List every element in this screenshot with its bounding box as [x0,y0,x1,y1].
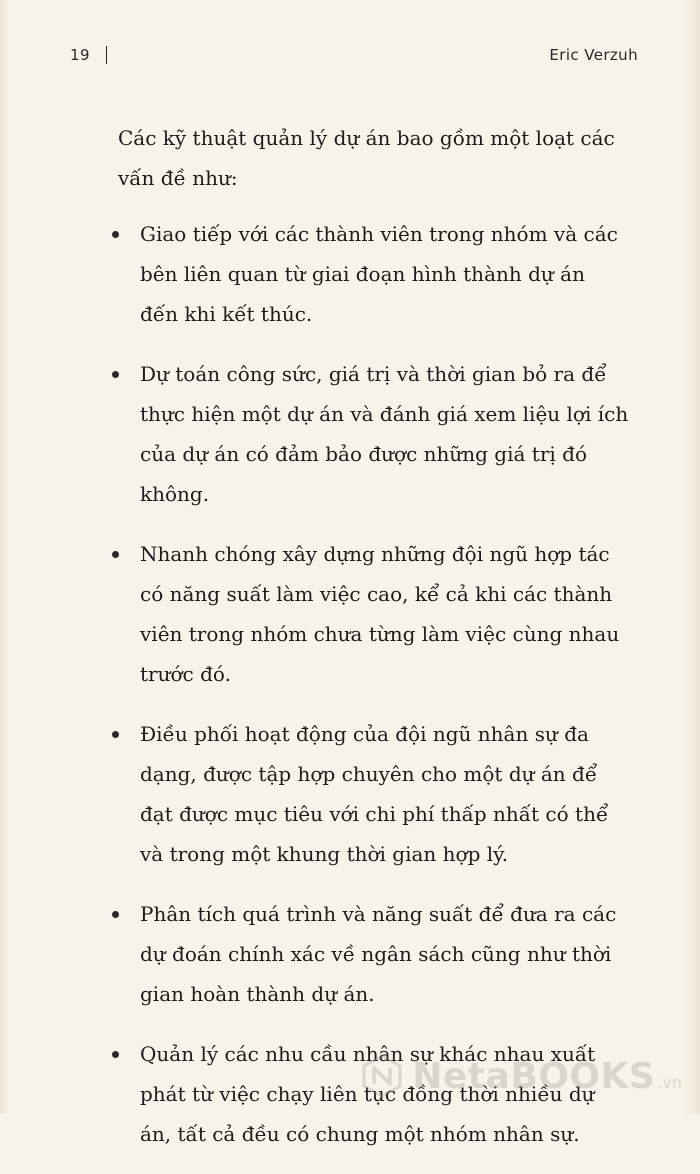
bullet-text: Dự toán công sức, giá trị và thời gian bỏ ra để thực hiện một dự án và đánh giá xem liệu lợi ích của dự án có đảm bảo được những giá trị đó không. [140,362,629,506]
bullet-icon [112,551,119,558]
header-divider [106,46,107,64]
bullet-icon [112,231,119,238]
bullet-icon [112,1051,119,1058]
page-right-edge [682,0,700,1114]
bullet-text: Quản lý các nhu cầu nhân sự khác nhau xuất phát từ việc chạy liên tục đồng thời nhiều dự án, tất cả đều có chung một nhóm nhân sự. [140,1042,596,1146]
bullet-text: Điều phối hoạt động của đội ngũ nhân sự đa dạng, được tập hợp chuyên cho một dự án để đạt được mục tiêu với chi phí thấp nhất có thể và trong một khung thời gian hợp lý. [140,722,609,866]
bullet-text: Nhanh chóng xây dựng những đội ngũ hợp tác có năng suất làm việc cao, kể cả khi các thành viên trong nhóm chưa từng làm việc cùng nhau trước đó. [140,542,620,686]
bullet-text: Phân tích quá trình và năng suất để đưa ra các dự đoán chính xác về ngân sách cũng như thời gian hoàn thành dự án. [140,902,617,1006]
bullet-icon [112,911,119,918]
page-number: 19 [70,46,91,64]
netabooks-logo-icon [360,1054,404,1098]
bullet-item [104,214,629,334]
watermark-brand: NetaBOOKS [412,1055,656,1097]
author-name: Eric Verzuh [549,46,638,64]
running-header [70,44,638,72]
bullet-icon [112,371,119,378]
bullet-item [104,714,629,874]
bullet-list [104,214,629,1154]
intro-paragraph: Các kỹ thuật quản lý dự án bao gồm một loạt các vấn đề như: [118,126,615,190]
bullet-item [104,894,629,1014]
page-left-edge [0,0,8,1114]
bullet-icon [112,731,119,738]
bullet-text: Giao tiếp với các thành viên trong nhóm và các bên liên quan từ giai đoạn hình thành dự án đến khi kết thúc. [140,222,618,326]
watermark-tld: .vn [657,1073,682,1092]
bullet-item [104,534,629,694]
page-body [104,118,629,1174]
netabooks-watermark [360,1054,682,1098]
bullet-item [104,354,629,514]
